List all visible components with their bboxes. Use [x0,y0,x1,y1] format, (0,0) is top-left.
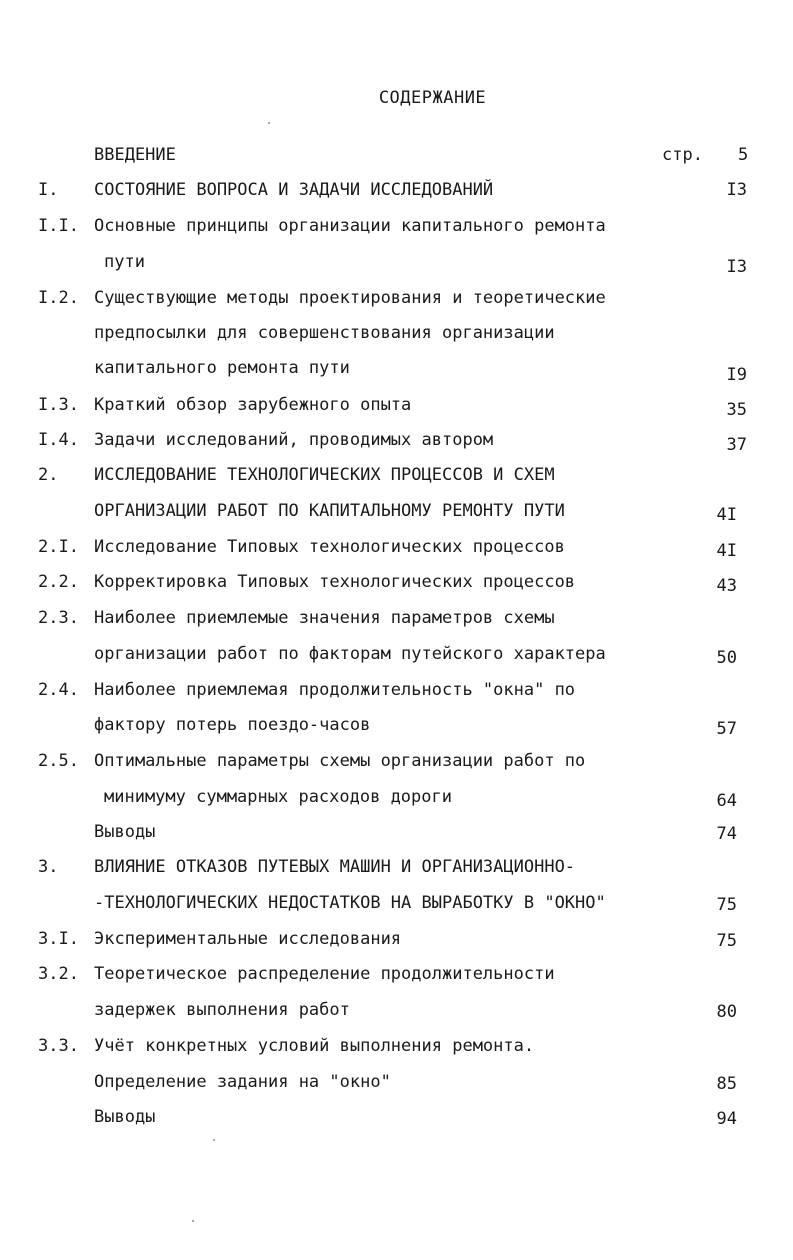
page-title: СОДЕРЖАНИЕ [378,88,487,108]
toc-entry-text: ОРГАНИЗАЦИИ РАБОТ ПО КАПИТАЛЬНОМУ РЕМОНТУ ПУТИ [94,501,565,521]
toc-entry-continuation [0,785,793,809]
toc-entry-text: Учёт конкретных условий выполнения ремонта. [94,1036,535,1056]
toc-entry-number: I.3. [38,395,79,415]
toc-entry-number: I. [38,180,59,200]
toc-entry [0,678,793,702]
toc-entry [0,1034,793,1058]
toc-entry-text: минимуму суммарных расходов дороги [104,787,452,807]
toc-entry [0,927,793,951]
toc-entry [0,1105,793,1129]
toc-entry-text: Задачи исследований, проводимых автором [94,430,494,450]
toc-entry [0,393,793,420]
toc-page-number: 37 [726,435,747,455]
toc-entry-text: СОСТОЯНИЕ ВОПРОСА И ЗАДАЧИ ИССЛЕДОВАНИЙ [94,180,494,200]
toc-entry [0,962,793,986]
toc-entry-text: Существующие методы проектирования и теоретические [94,288,606,308]
toc-entry-text: Экспериментальные исследования [94,929,402,949]
toc-entry-text: Наиболее приемлемые значения параметров схемы [94,608,555,628]
toc-entry-text: капитального ремонта пути [94,358,350,378]
toc-entry [0,606,793,630]
toc-page-number: 74 [716,824,737,844]
toc-entry [0,214,793,238]
toc-page-number: 75 [716,895,737,915]
toc-intro-row [0,143,793,167]
toc-entry-number: 2.I. [38,537,79,557]
toc-entry-number: 2. [38,465,59,485]
toc-entry-text: Определение задания на "окно" [94,1072,391,1092]
toc-entry [0,820,793,844]
toc-entry-continuation [0,356,793,385]
toc-page-number: I3 [726,180,747,200]
toc-page-number: 4I [716,541,737,561]
toc-entry-continuation [0,499,793,523]
toc-entry-text: Выводы [94,822,156,842]
toc-entry-continuation [0,998,793,1022]
toc-entry-number: 3.I. [38,929,79,949]
toc-page-number: I9 [726,365,747,385]
scan-speck [268,122,270,124]
toc-entry-text: Исследование Типовых технологических процессов [94,537,565,557]
toc-page-number: 94 [716,1109,737,1129]
toc-entry-number: I.2. [38,288,79,308]
toc-entry-text: Теоретическое распределение продолжительности [94,964,555,984]
toc-entry-text: предпосылки для совершенствования организации [94,323,555,343]
toc-page-number: 35 [726,400,747,420]
toc-entry-text: ИССЛЕДОВАНИЕ ТЕХНОЛОГИЧЕСКИХ ПРОЦЕССОВ И СХЕМ [94,465,555,485]
toc-page-number: 5 [738,145,749,165]
toc-page-number: 43 [716,576,737,596]
toc-page-number: 80 [716,1002,737,1022]
toc-entry-number: 2.3. [38,608,79,628]
toc-entry-text: Оптимальные параметры схемы организации работ по [94,751,586,771]
toc-entry-text: Наиболее приемлемая продолжительность "окна" по [94,680,576,700]
toc-entry-number: 2.4. [38,680,79,700]
toc-entry-text: организации работ по факторам путейского характера [94,644,606,664]
toc-entry-continuation [0,1070,793,1094]
toc-entry-continuation [0,642,793,666]
toc-entry [0,855,793,879]
toc-entry-text: Выводы [94,1107,156,1127]
toc-page-number: 57 [716,719,737,739]
toc-entry [0,463,793,487]
toc-entry-continuation [0,321,793,345]
toc-entry-text: Основные принципы организации капитального ремонта [94,216,606,236]
toc-entry-text: пути [104,252,145,272]
toc-entry-number: I.I. [38,216,79,236]
toc-entry [0,570,793,594]
scan-speck [192,1220,194,1222]
toc-entry-number: 3.3. [38,1036,79,1056]
toc-page-number: 4I [716,505,737,525]
toc-entry-continuation [0,891,793,915]
toc-entry-number: 2.2. [38,572,79,592]
toc-entry-number: 3. [38,857,59,877]
scan-speck [213,1139,215,1141]
page-label: стр. [662,145,703,165]
toc-page-number: I3 [726,257,747,277]
toc-entry-text: ВЛИЯНИЕ ОТКАЗОВ ПУТЕВЫХ МАШИН И ОРГАНИЗАЦИОННО- [94,857,576,877]
toc-page-number: 64 [716,791,737,811]
toc-entry-continuation [0,250,793,277]
toc-entry-text: Краткий обзор зарубежного опыта [94,395,412,415]
toc-entry-number: 3.2. [38,964,79,984]
toc-entry [0,286,793,310]
toc-entry-continuation [0,713,793,737]
toc-entry-number: I.4. [38,430,79,450]
toc-entry-text: ВВЕДЕНИЕ [94,145,176,165]
toc-entry-number: 2.5. [38,751,79,771]
toc-page-number: 85 [716,1074,737,1094]
toc-entry [0,535,793,559]
toc-entry [0,749,793,773]
toc-page-number: 75 [716,931,737,951]
toc-entry-text: Корректировка Типовых технологических процессов [94,572,576,592]
toc-entry [0,428,793,455]
toc-entry-text: задержек выполнения работ [94,1000,350,1020]
toc-entry [0,178,793,202]
toc-entry-text: фактору потерь поездо-часов [94,715,371,735]
toc-entry-text: -ТЕХНОЛОГИЧЕСКИХ НЕДОСТАТКОВ НА ВЫРАБОТКУ В "ОКНО" [94,893,606,913]
toc-page-number: 50 [716,648,737,668]
